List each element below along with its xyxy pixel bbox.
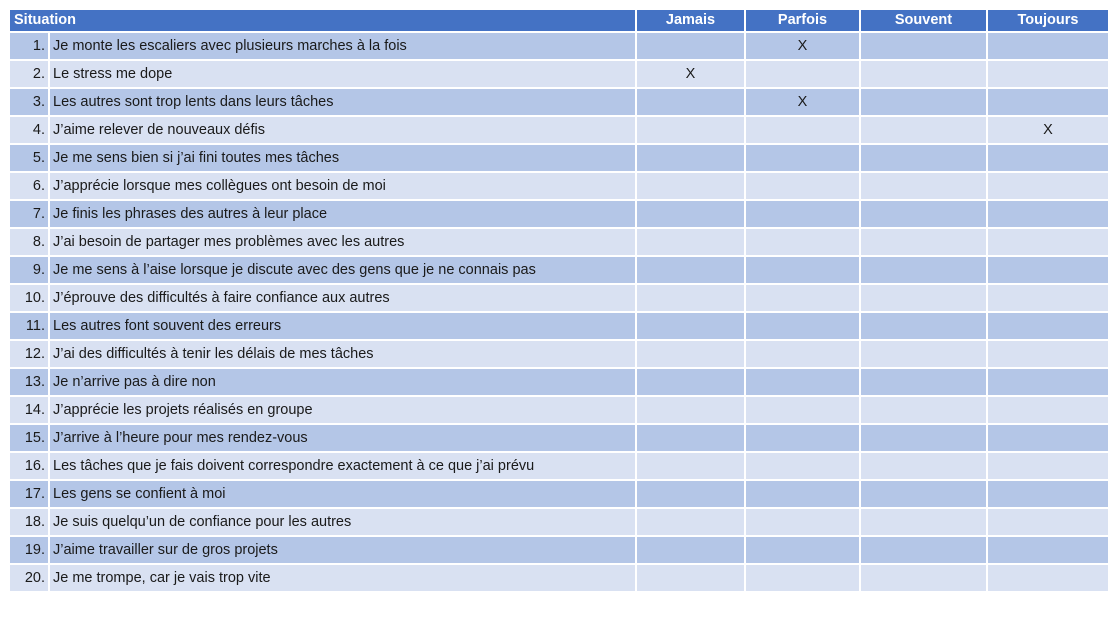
jamais-cell[interactable] [636, 144, 745, 172]
toujours-cell[interactable] [987, 424, 1109, 452]
toujours-cell[interactable] [987, 368, 1109, 396]
souvent-cell[interactable] [860, 564, 987, 592]
table-header [9, 9, 1109, 32]
parfois-cell[interactable] [745, 228, 860, 256]
jamais-cell[interactable] [636, 32, 745, 60]
parfois-cell[interactable] [745, 368, 860, 396]
jamais-cell[interactable] [636, 228, 745, 256]
row-number: 3. [9, 88, 49, 116]
table-row [9, 228, 1109, 256]
row-number: 13. [9, 368, 49, 396]
row-number: 14. [9, 396, 49, 424]
jamais-cell[interactable] [636, 256, 745, 284]
header-jamais: Jamais [636, 9, 745, 32]
table-row [9, 284, 1109, 312]
toujours-cell[interactable] [987, 228, 1109, 256]
row-number: 8. [9, 228, 49, 256]
situation-cell: Je monte les escaliers avec plusieurs marches à la fois [49, 32, 636, 60]
table-row [9, 88, 1109, 116]
toujours-cell[interactable] [987, 396, 1109, 424]
jamais-cell[interactable] [636, 200, 745, 228]
situation-cell: J’apprécie les projets réalisés en groupe [49, 396, 636, 424]
souvent-cell[interactable] [860, 88, 987, 116]
toujours-cell[interactable] [987, 452, 1109, 480]
toujours-cell[interactable] [987, 480, 1109, 508]
parfois-cell[interactable] [745, 312, 860, 340]
parfois-cell[interactable] [745, 200, 860, 228]
souvent-cell[interactable] [860, 536, 987, 564]
table-row [9, 480, 1109, 508]
table-row [9, 256, 1109, 284]
toujours-cell[interactable] [987, 32, 1109, 60]
header-toujours: Toujours [987, 9, 1109, 32]
toujours-cell[interactable] [987, 312, 1109, 340]
jamais-cell[interactable] [636, 116, 745, 144]
toujours-cell[interactable] [987, 144, 1109, 172]
table-row [9, 368, 1109, 396]
souvent-cell[interactable] [860, 172, 987, 200]
parfois-cell[interactable] [745, 536, 860, 564]
parfois-cell[interactable] [745, 144, 860, 172]
row-number: 18. [9, 508, 49, 536]
header-row [9, 9, 1109, 32]
situation-cell: Je me sens bien si j’ai fini toutes mes tâches [49, 144, 636, 172]
jamais-cell[interactable] [636, 340, 745, 368]
row-number: 15. [9, 424, 49, 452]
parfois-cell[interactable] [745, 564, 860, 592]
situation-cell: J’apprécie lorsque mes collègues ont besoin de moi [49, 172, 636, 200]
table-row [9, 144, 1109, 172]
parfois-cell[interactable] [745, 424, 860, 452]
souvent-cell[interactable] [860, 144, 987, 172]
row-number: 16. [9, 452, 49, 480]
souvent-cell[interactable] [860, 508, 987, 536]
situation-cell: J’arrive à l’heure pour mes rendez-vous [49, 424, 636, 452]
parfois-cell[interactable] [745, 284, 860, 312]
souvent-cell[interactable] [860, 200, 987, 228]
parfois-cell[interactable] [745, 60, 860, 88]
toujours-cell[interactable] [987, 60, 1109, 88]
header-situation: Situation [9, 9, 636, 32]
table-row [9, 396, 1109, 424]
row-number: 9. [9, 256, 49, 284]
table-row [9, 312, 1109, 340]
situation-cell: J’aime travailler sur de gros projets [49, 536, 636, 564]
situation-cell: Je n’arrive pas à dire non [49, 368, 636, 396]
situation-cell: J’ai des difficultés à tenir les délais de mes tâches [49, 340, 636, 368]
toujours-cell[interactable]: X [987, 116, 1109, 144]
parfois-cell[interactable] [745, 452, 860, 480]
parfois-cell[interactable] [745, 396, 860, 424]
row-number: 10. [9, 284, 49, 312]
parfois-cell[interactable]: X [745, 88, 860, 116]
toujours-cell[interactable] [987, 536, 1109, 564]
toujours-cell[interactable] [987, 340, 1109, 368]
parfois-cell[interactable] [745, 116, 860, 144]
jamais-cell[interactable]: X [636, 60, 745, 88]
situation-cell: J’ai besoin de partager mes problèmes avec les autres [49, 228, 636, 256]
toujours-cell[interactable] [987, 200, 1109, 228]
souvent-cell[interactable] [860, 284, 987, 312]
souvent-cell[interactable] [860, 228, 987, 256]
situation-cell: Je suis quelqu’un de confiance pour les autres [49, 508, 636, 536]
row-number: 5. [9, 144, 49, 172]
toujours-cell[interactable] [987, 88, 1109, 116]
table-row [9, 200, 1109, 228]
jamais-cell[interactable] [636, 564, 745, 592]
table-row [9, 32, 1109, 60]
souvent-cell[interactable] [860, 116, 987, 144]
row-number: 4. [9, 116, 49, 144]
souvent-cell[interactable] [860, 480, 987, 508]
souvent-cell[interactable] [860, 368, 987, 396]
situation-cell: Les autres sont trop lents dans leurs tâches [49, 88, 636, 116]
table-row [9, 536, 1109, 564]
jamais-cell[interactable] [636, 396, 745, 424]
header-souvent: Souvent [860, 9, 987, 32]
row-number: 1. [9, 32, 49, 60]
situation-cell: Les autres font souvent des erreurs [49, 312, 636, 340]
situation-cell: Les gens se confient à moi [49, 480, 636, 508]
table-row [9, 172, 1109, 200]
row-number: 2. [9, 60, 49, 88]
table-row [9, 508, 1109, 536]
toujours-cell[interactable] [987, 564, 1109, 592]
toujours-cell[interactable] [987, 172, 1109, 200]
row-number: 7. [9, 200, 49, 228]
parfois-cell[interactable]: X [745, 32, 860, 60]
jamais-cell[interactable] [636, 424, 745, 452]
parfois-cell[interactable] [745, 508, 860, 536]
souvent-cell[interactable] [860, 396, 987, 424]
row-number: 20. [9, 564, 49, 592]
questionnaire-sheet [8, 8, 1110, 593]
table-row [9, 340, 1109, 368]
row-number: 6. [9, 172, 49, 200]
table-row [9, 116, 1109, 144]
row-number: 12. [9, 340, 49, 368]
parfois-cell[interactable] [745, 172, 860, 200]
header-parfois: Parfois [745, 9, 860, 32]
jamais-cell[interactable] [636, 284, 745, 312]
table-row [9, 424, 1109, 452]
toujours-cell[interactable] [987, 256, 1109, 284]
row-number: 19. [9, 536, 49, 564]
souvent-cell[interactable] [860, 452, 987, 480]
situation-cell: Les tâches que je fais doivent correspondre exactement à ce que j’ai prévu [49, 452, 636, 480]
situation-frequency-table [8, 8, 1110, 593]
souvent-cell[interactable] [860, 60, 987, 88]
situation-cell: Je me sens à l’aise lorsque je discute avec des gens que je ne connais pas [49, 256, 636, 284]
jamais-cell[interactable] [636, 312, 745, 340]
table-row [9, 60, 1109, 88]
jamais-cell[interactable] [636, 88, 745, 116]
situation-cell: J’éprouve des difficultés à faire confiance aux autres [49, 284, 636, 312]
jamais-cell[interactable] [636, 508, 745, 536]
parfois-cell[interactable] [745, 340, 860, 368]
jamais-cell[interactable] [636, 368, 745, 396]
situation-cell: Je me trompe, car je vais trop vite [49, 564, 636, 592]
row-number: 17. [9, 480, 49, 508]
situation-cell: Je finis les phrases des autres à leur place [49, 200, 636, 228]
jamais-cell[interactable] [636, 452, 745, 480]
parfois-cell[interactable] [745, 480, 860, 508]
toujours-cell[interactable] [987, 284, 1109, 312]
souvent-cell[interactable] [860, 312, 987, 340]
toujours-cell[interactable] [987, 508, 1109, 536]
row-number: 11. [9, 312, 49, 340]
souvent-cell[interactable] [860, 424, 987, 452]
jamais-cell[interactable] [636, 172, 745, 200]
souvent-cell[interactable] [860, 256, 987, 284]
souvent-cell[interactable] [860, 340, 987, 368]
table-row [9, 452, 1109, 480]
table-body [9, 32, 1109, 592]
table-row [9, 564, 1109, 592]
jamais-cell[interactable] [636, 480, 745, 508]
parfois-cell[interactable] [745, 256, 860, 284]
situation-cell: J’aime relever de nouveaux défis [49, 116, 636, 144]
souvent-cell[interactable] [860, 32, 987, 60]
situation-cell: Le stress me dope [49, 60, 636, 88]
jamais-cell[interactable] [636, 536, 745, 564]
